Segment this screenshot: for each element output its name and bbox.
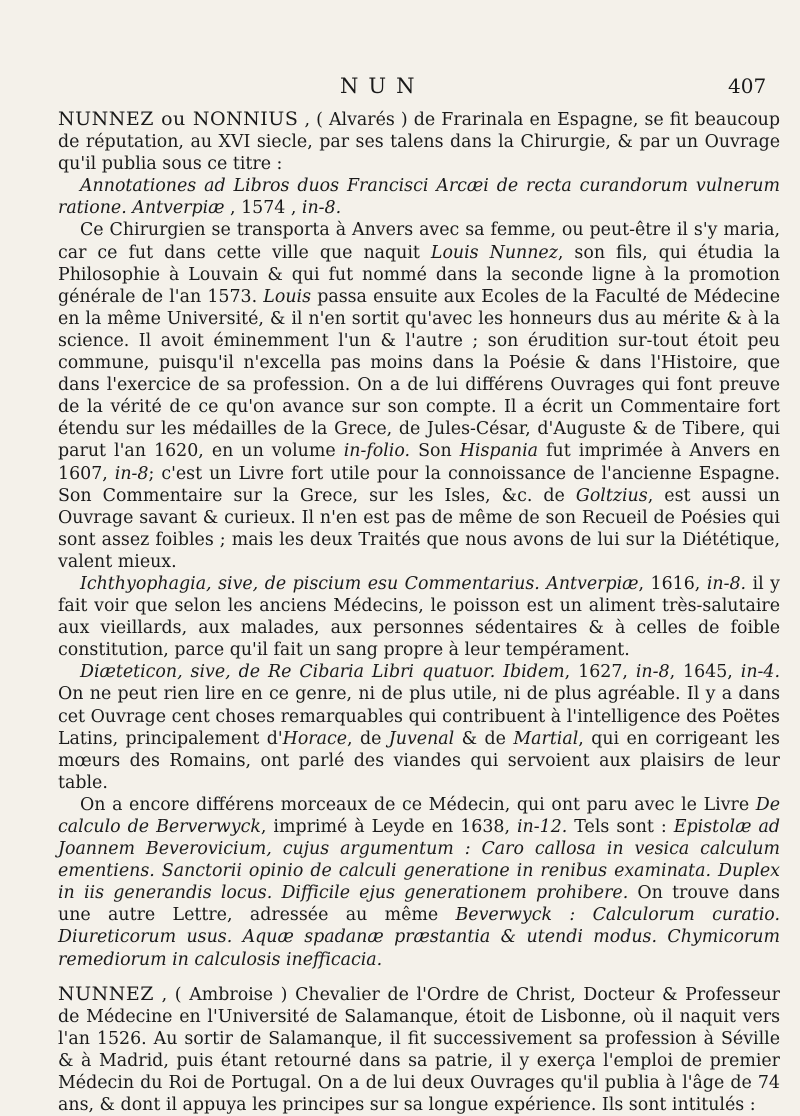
text-run: , 1627, xyxy=(564,662,636,683)
name-italic: Goltzius xyxy=(575,485,648,506)
entry-nunnez-alvares xyxy=(58,108,780,175)
text-run: il y fait voir que selon les anciens Médecins, le poisson est un aliment très-salutaire aux vieillards, aux malades, aux personnes sédentaires & à celles de foible constitution, parce qu'il fait un sang propre à leur tempérament. xyxy=(58,573,780,661)
format-italic: in-8. xyxy=(706,573,747,594)
title-italic: Epistolæ ad Joannem Beverovicium, cujus argumentum : Caro callosa in vesica calculum ementiens. Sanctorii opinio de calculi generatione in renibus examinata. Duplex in iis generandis locus. Difficile ejus generationem prohibere. xyxy=(58,817,780,904)
running-head-title: NUN xyxy=(340,74,425,98)
paragraph-biography xyxy=(58,219,780,573)
page-number: 407 xyxy=(728,74,767,98)
name-italic: Louis xyxy=(263,286,312,307)
body-text xyxy=(58,108,780,1116)
text-run: , imprimé à Leyde en 1638, xyxy=(260,817,517,837)
text-run: , qui en corrigeant les mœurs des Romains, ont parlé des viandes qui servoient aux plaisirs de leur table. xyxy=(58,728,780,793)
text-run: Tels sont : xyxy=(567,817,674,837)
text-run: Ce Chirurgien se transporta à Anvers avec sa femme, ou peut-être il s'y maria, car ce fut dans cette ville que naquit xyxy=(58,220,780,263)
text-run: On a encore différens morceaux de ce Médecin, qui ont paru avec le Livre xyxy=(80,794,756,815)
text-run: fut imprimée à Anvers en 1607, xyxy=(58,441,780,484)
entry-intro: , ( Ambroise ) Chevalier de l'Ordre de Christ, Docteur & Professeur de Médecine en l'Université de Salamanque, étoit de Lisbonne, où il naquit vers l'an 1526. Au sortir de Salamanque, il fit successivement sa profession à Séville & à Madrid, puis étant retourné dans sa patrie, il y exerça l'emploi de premier Médecin du Roi de Portugal. On a de lui deux Ouvrages qu'il publia à l'âge de 74 ans, & dont il appuya les principes sur sa longue expérience. Ils sont intitulés : xyxy=(58,984,780,1116)
title-italic: Hispania xyxy=(459,441,539,462)
text-run: & de xyxy=(454,728,514,749)
entry-nunnez-ambroise xyxy=(58,983,780,1116)
paragraph-diaeteticon xyxy=(58,661,780,794)
paragraph-ichthyophagia xyxy=(58,573,780,661)
paragraph-other-works xyxy=(58,794,780,971)
work-format: in-8. xyxy=(301,198,342,219)
name-italic: Martial xyxy=(513,728,579,749)
headword: NUNNEZ ou NONNIUS xyxy=(58,108,299,130)
headword: NUNNEZ xyxy=(58,982,154,1005)
format-italic: in-folio. xyxy=(343,441,411,462)
work-year: , 1574 , xyxy=(224,198,302,219)
format-italic: in-12. xyxy=(517,817,568,837)
entry-intro: , ( Alvarés ) de Frarinala en Espagne, se fit beaucoup de réputation, au XVI siecle, par ses talens dans la Chirurgie, & par un Ouvrage qu'il publia sous ce titre : xyxy=(58,110,780,175)
format-italic: in-8 xyxy=(635,662,670,683)
format-italic: in-4. xyxy=(740,662,780,683)
text-run: Son xyxy=(410,441,460,462)
text-run: On trouve dans une autre Lettre, adressée au même xyxy=(58,883,780,926)
running-head xyxy=(0,74,800,102)
title-italic: De calculo de Berverwyck xyxy=(58,794,780,837)
text-run: , 1616, xyxy=(638,573,707,594)
work-title: Annotationes ad Libros duos Francisci Arcæi de recta curandorum vulnerum ratione. xyxy=(58,176,780,219)
text-run: ; c'est un Livre fort utile pour la connoissance de l'ancienne Espagne. Son Commentaire sur la Grece, sur les Isles, &c. de xyxy=(58,463,780,506)
name-italic: Louis Nunnez xyxy=(430,242,558,263)
text-run: On ne peut rien lire en ce genre, ni de plus utile, ni de plus agréable. Il y a dans cet Ouvrage cent choses remarquables qui contribuent à l'intelligence des Poëtes Latins, principalement d' xyxy=(58,684,780,749)
text-run: passa ensuite aux Ecoles de la Faculté de Médecine en la même Université, & il n'en sortit qu'avec les honneurs dus au mérite & à la science. Il avoit éminemment l'un & l'autre ; son érudition sur-tout étoit peu commune, puisqu'il n'excella pas moins dans la Poésie & dans l'Histoire, que dans l'exercice de sa profession. On a de lui différens Ouvrages qui font preuve de la vérité de ce qu'on avance sur son compte. Il a écrit un Commentaire fort étendu sur les médailles de la Grece, de Jules-César, d'Auguste & de Tibere, qui parut l'an 1620, en un volume xyxy=(58,286,780,462)
citation-annotationes xyxy=(58,175,780,219)
entry-gap xyxy=(58,971,780,983)
name-italic: Horace xyxy=(282,728,348,749)
title-italic: Ichthyophagia, sive, de piscium esu Commentarius. Antverpiæ xyxy=(80,573,639,594)
text-run: , son fils, qui étudia la Philosophie à Louvain & qui fut nommé dans la seconde ligne à la promotion générale de l'an 1573. xyxy=(58,242,781,307)
text-run: , est aussi un Ouvrage savant & curieux. Il n'en est pas de même de son Recueil de Poésies qui sont assez foibles ; mais les deux Traités que nous avons de lui sur la Diététique, valent mieux. xyxy=(58,485,780,572)
title-italic: Beverwyck : Calculorum curatio. Diureticorum usus. Aquæ spadanæ præstantia & utendi modus. Chymicorum remediorum in calculosis inefficacia. xyxy=(58,905,780,970)
format-italic: in-8 xyxy=(114,463,149,484)
work-place: Antverpiæ xyxy=(132,198,225,219)
title-italic: Diæteticon, sive, de Re Cibaria Libri quatuor. Ibidem xyxy=(80,662,565,683)
name-italic: Juvenal xyxy=(388,728,455,749)
text-run: , 1645, xyxy=(669,662,741,683)
text-run: , de xyxy=(347,728,389,749)
